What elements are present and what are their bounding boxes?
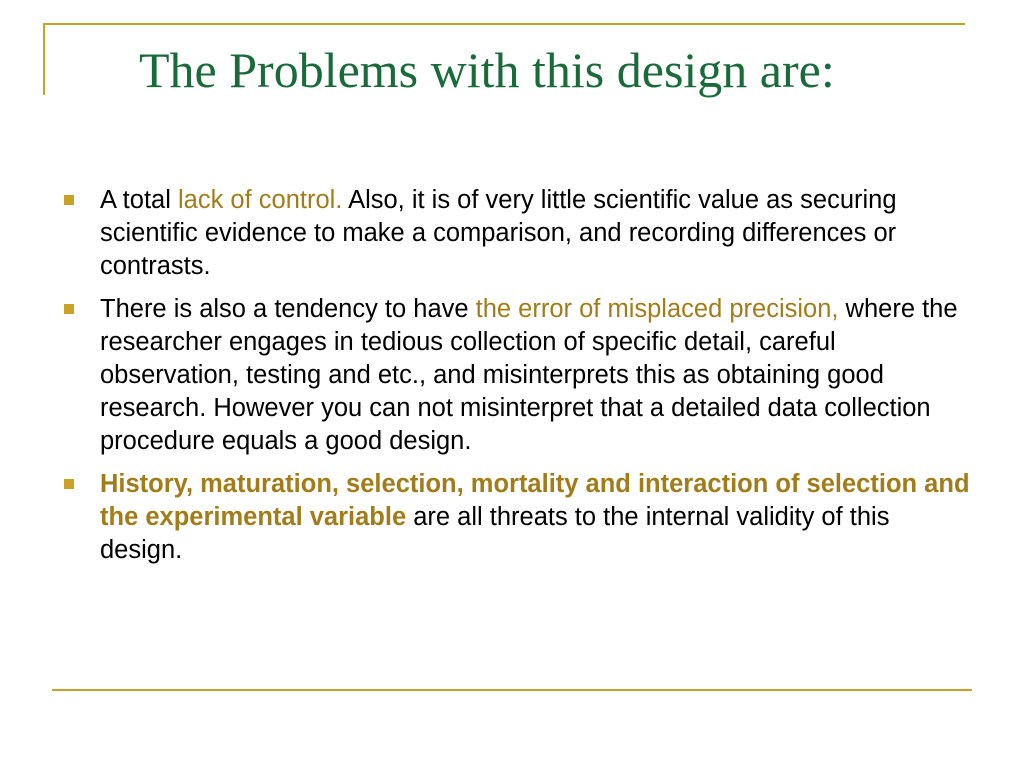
bullet-text-plain: There is also a tendency to have bbox=[100, 295, 476, 323]
bullet-item bbox=[0, 468, 975, 567]
bullet-item bbox=[0, 293, 975, 458]
bullet-text-highlight: the error of misplaced precision, bbox=[475, 295, 839, 323]
bullet-text-plain: are all threats to the internal validity of this design. bbox=[100, 503, 890, 564]
slide-title: The Problems with this design are: bbox=[139, 42, 835, 98]
bullet-text-highlight: lack of control. bbox=[177, 186, 343, 214]
bottom-border-line bbox=[52, 689, 972, 691]
square-bullet-icon bbox=[64, 479, 74, 489]
left-border-line bbox=[43, 23, 45, 95]
square-bullet-icon bbox=[64, 304, 74, 314]
square-bullet-icon bbox=[64, 195, 74, 205]
bullet-item bbox=[0, 184, 975, 283]
bullet-text-plain: Also, it is of very little scientific value as securing scientific evidence to make a comparison, and recording differences or contrasts. bbox=[100, 186, 897, 280]
bullet-list bbox=[0, 184, 1024, 577]
top-border-line bbox=[43, 23, 965, 25]
bullet-text-highlight-bold: History, maturation, selection, mortality and interaction of selection and the experimental variable bbox=[100, 470, 970, 531]
bullet-text-plain: A total bbox=[100, 186, 178, 214]
bullet-text-plain: where the researcher engages in tedious collection of specific detail, careful observation, testing and etc., and misinterprets this as obtaining good research. However you can not misinterpret that a detailed data collection procedure equals a good design. bbox=[100, 295, 958, 455]
